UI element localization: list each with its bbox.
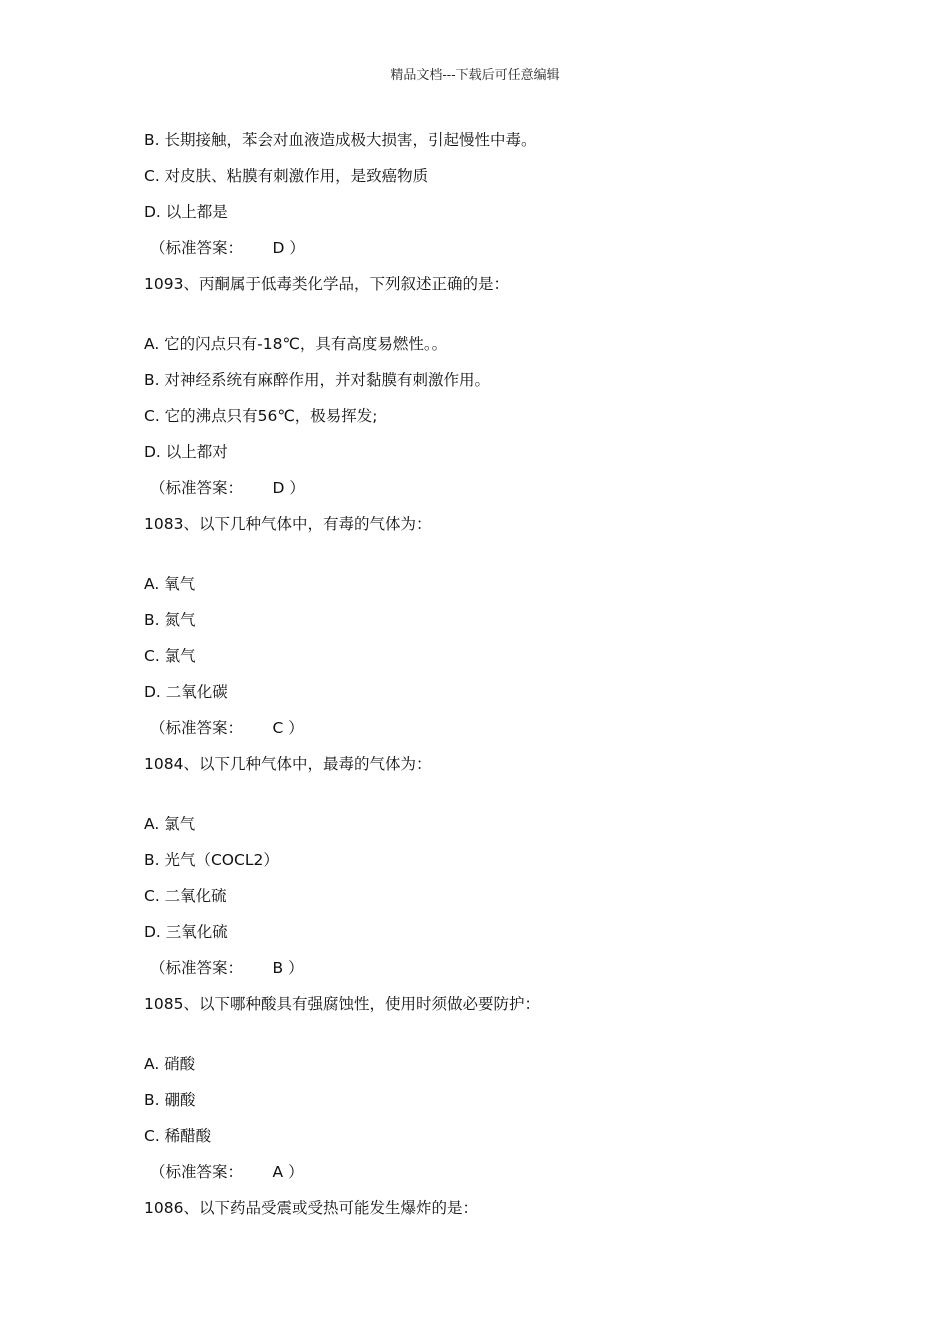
option-line: C. 氯气 [144, 647, 196, 665]
question-line: 1083、以下几种气体中，有毒的气体为： [144, 515, 432, 533]
spacer [144, 542, 844, 566]
option-line: A. 氯气 [144, 815, 196, 833]
option-line: C. 对皮肤、粘膜有刺激作用，是致癌物质 [144, 167, 429, 185]
answer-line: （标准答案： D ） [150, 239, 305, 257]
option-line: D. 以上都对 [144, 443, 228, 461]
option-line: A. 它的闪点只有-18℃，具有高度易燃性。。 [144, 335, 448, 353]
option-line: A. 硝酸 [144, 1055, 196, 1073]
spacer [144, 782, 844, 806]
document-body [144, 122, 844, 1226]
spacer [144, 1022, 844, 1046]
answer-line: （标准答案： C ） [150, 719, 304, 737]
option-line: C. 二氧化硫 [144, 887, 227, 905]
option-line: D. 二氧化碳 [144, 683, 228, 701]
option-line: A. 氧气 [144, 575, 196, 593]
answer-line: （标准答案： D ） [150, 479, 305, 497]
option-line: B. 长期接触，苯会对血液造成极大损害，引起慢性中毒。 [144, 131, 537, 149]
option-line: B. 对神经系统有麻醉作用，并对黏膜有刺激作用。 [144, 371, 490, 389]
option-line: C. 稀醋酸 [144, 1127, 212, 1145]
option-line: C. 它的沸点只有56℃，极易挥发; [144, 407, 378, 425]
page-header: 精品文档---下载后可任意编辑 [390, 68, 560, 83]
option-line: B. 光气（COCL2） [144, 851, 279, 869]
question-line: 1085、以下哪种酸具有强腐蚀性，使用时须做必要防护： [144, 995, 540, 1013]
question-line: 1093、丙酮属于低毒类化学品，下列叙述正确的是： [144, 275, 509, 293]
option-line: D. 三氧化硫 [144, 923, 228, 941]
option-line: B. 硼酸 [144, 1091, 196, 1109]
question-line: 1084、以下几种气体中，最毒的气体为： [144, 755, 432, 773]
option-line: D. 以上都是 [144, 203, 228, 221]
spacer [144, 302, 844, 326]
question-line: 1086、以下药品受震或受热可能发生爆炸的是： [144, 1199, 478, 1217]
option-line: B. 氮气 [144, 611, 196, 629]
answer-line: （标准答案： A ） [150, 1163, 304, 1181]
answer-line: （标准答案： B ） [150, 959, 304, 977]
